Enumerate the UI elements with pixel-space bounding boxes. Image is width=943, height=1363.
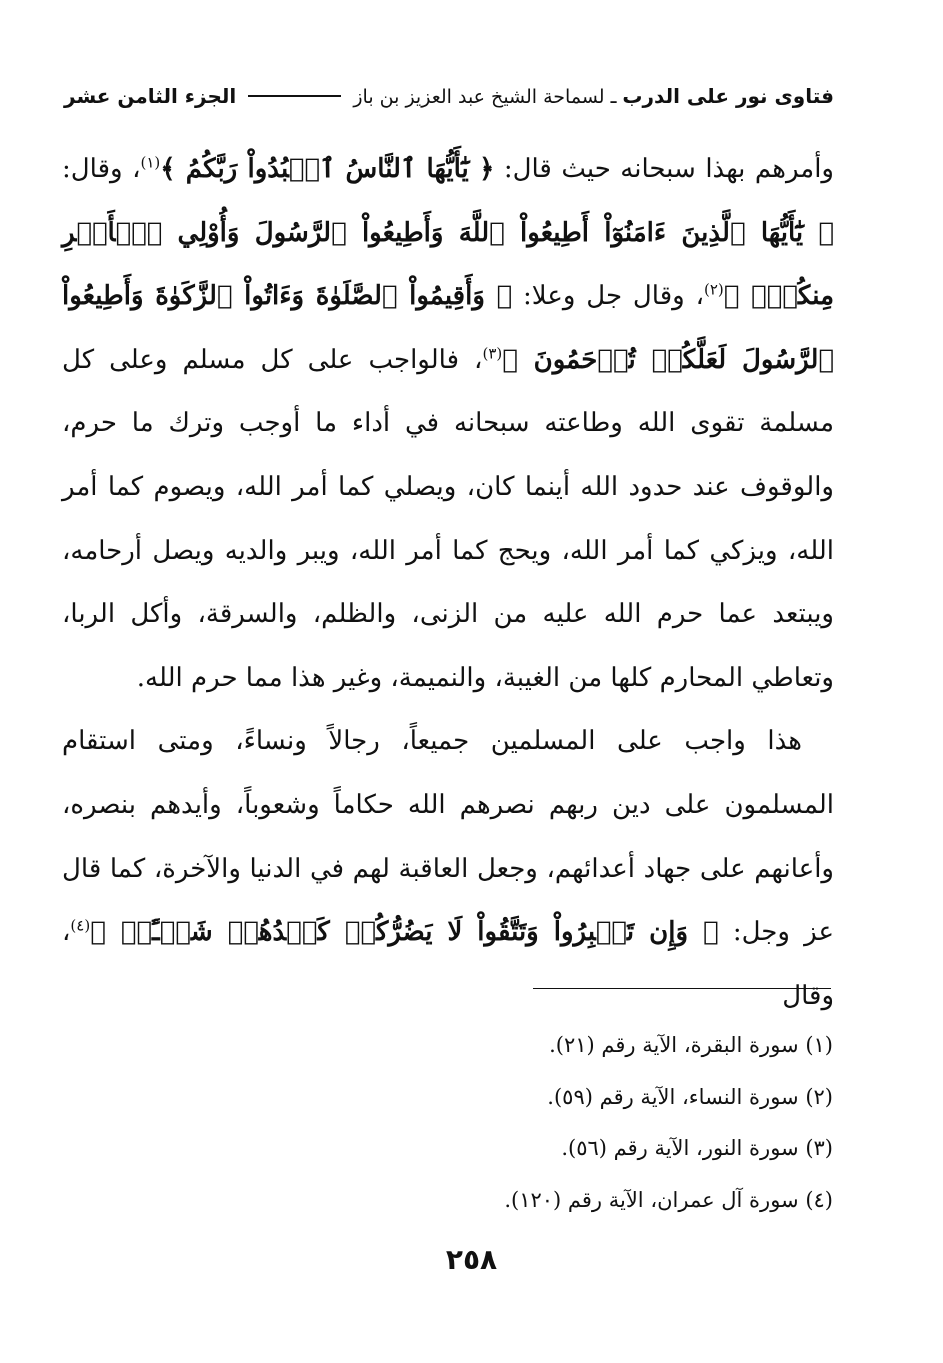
footnote-item: (١) سورة البقرة، الآية رقم (٢١). [549,1033,833,1057]
quran-verse: ﴿ يَٰٓأَيُّهَا ٱلَّذِينَ ءَامَنُوٓاْ أَطِيعُواْ ٱللَّهَ وَأَطِيعُواْ ٱلرَّسُولَ وَأُوْلِي ٱلۡأَمۡرِ مِنكُمۡۖ ﴾ [62,217,834,312]
paragraph [62,138,834,710]
footnote-item: (٤) سورة آل عمران، الآية رقم (١٢٠). [504,1187,833,1212]
footnote-ref: (٢) [704,280,724,299]
quran-verse: ﴿ يَٰٓأَيُّهَا ٱلنَّاسُ ٱعۡبُدُواْ رَبَّكُمُ ﴾ [160,154,495,184]
text-run: هذا واجب على المسلمين جميعاً، رجالاً ونساءً، ومتى استقام المسلمون على دين ربهم نصرهم الله حكاماً وشعوباً، وأيدهم بنصره، وأعانهم على جهاد أعدائهم، وجعل العاقبة لهم في الدنيا والآخرة، كما قال عز وجل: [62,726,834,948]
quran-verse: ﴿ وَإِن تَصۡبِرُواْ وَتَتَّقُواْ لَا يَضُرُّكُمۡ كَيۡدُهُمۡ شَيۡـًٔاۗ ﴾ [90,917,719,948]
footnote-ref: (١) [140,153,161,172]
header-rule [248,95,341,97]
footnote-item: (٢) سورة النساء، الآية رقم (٥٩). [547,1084,833,1109]
text-run: وأمرهم بهذا سبحانه حيث قال: [494,154,834,184]
author-name: لسماحة الشيخ عبد العزيز بن باز [353,86,605,108]
running-header [64,84,834,114]
text-run: ، وقال جل وعلا: [512,281,704,312]
main-text [62,138,834,1028]
footnotes [330,1020,833,1226]
text-run: ، وقال: [62,154,141,184]
header-separator: ـ [610,84,617,108]
book-title: فتاوى نور على الدرب [622,84,834,108]
footnote-ref: (٤) [70,916,91,935]
paragraph [62,710,834,1028]
text-run: ، وقال [62,917,834,1011]
page-number: ٢٥٨ [445,1243,498,1276]
footnote-ref: (٣) [482,344,503,363]
quran-verse: ﴿ وَأَقِيمُواْ ٱلصَّلَوٰةَ وَءَاتُواْ ٱلزَّكَوٰةَ وَأَطِيعُواْ ٱلرَّسُولَ لَعَلَّكُمۡ تُرۡحَمُونَ ﴾ [62,281,834,375]
part-title: الجزء الثامن عشر [64,84,237,108]
footnote-rule [533,988,831,989]
footnote-item: (٣) سورة النور، الآية رقم (٥٦). [561,1136,833,1160]
text-run: ، فالواجب على كل مسلم وعلى كل مسلمة تقوى الله وطاعته سبحانه في أداء ما أوجب وترك ما حرم، والوقوف عند حدود الله أينما كان، ويصلي كما أمر الله، ويصوم كما أمر الله، ويزكي كما أمر الله، ويحج كما أمر الله، ويبر والديه ويصل أرحامه، ويبتعد عما حرم الله عليه من الزنى، والظلم، والسرقة، وأكل الربا، وتعاطي المحارم كلها من الغيبة، والنميمة، وغير هذا مما حرم الله. [62,344,835,693]
